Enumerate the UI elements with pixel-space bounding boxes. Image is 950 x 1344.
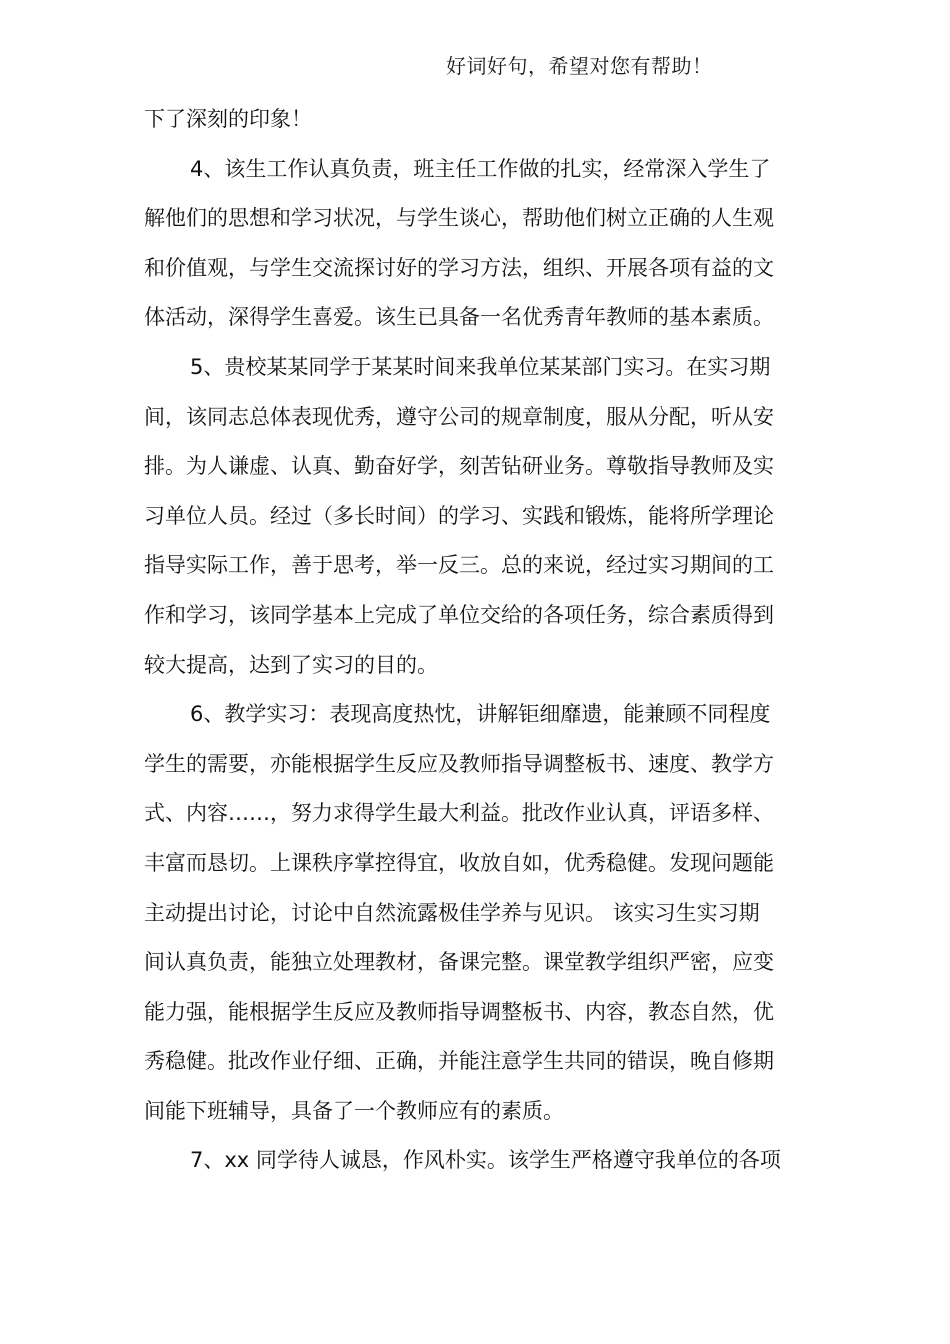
text-line: 和价值观，与学生交流探讨好的学习方法，组织、开展各项有益的文 bbox=[144, 255, 774, 280]
text-line: 学生的需要，亦能根据学生反应及教师指导调整板书、速度、教学方 bbox=[144, 751, 774, 776]
text-line: 间能下班辅导，具备了一个教师应有的素质。 bbox=[144, 1098, 564, 1123]
text-line: 秀稳健。批改作业仔细、正确，并能注意学生共同的错误，晚自修期 bbox=[144, 1049, 774, 1074]
text-line: 排。为人谦虚、认真、勤奋好学，刻苦钻研业务。尊敬指导教师及实 bbox=[144, 454, 774, 479]
text-line: 解他们的思想和学习状况，与学生谈心，帮助他们树立正确的人生观 bbox=[144, 206, 774, 231]
text-line: 体活动，深得学生喜爱。该生已具备一名优秀青年教师的基本素质。 bbox=[144, 305, 774, 330]
text-line: 作和学习，该同学基本上完成了单位交给的各项任务，综合素质得到 bbox=[144, 602, 774, 627]
text-line: 能力强，能根据学生反应及教师指导调整板书、内容，教态自然，优 bbox=[144, 999, 774, 1024]
text-line: 指导实际工作，善于思考，举一反三。总的来说，经过实习期间的工 bbox=[144, 553, 774, 578]
text-line: 下了深刻的印象！ bbox=[144, 107, 312, 131]
text-line: 间认真负责，能独立处理教材，备课完整。课堂教学组织严密，应变 bbox=[144, 950, 774, 975]
text-line: 6、教学实习：表现高度热忱，讲解钜细靡遗，能兼顾不同程度 bbox=[190, 702, 771, 727]
text-line: 丰富而恳切。上课秩序掌控得宜，收放自如，优秀稳健。发现问题能 bbox=[144, 850, 774, 875]
text-line: 较大提高，达到了实习的目的。 bbox=[144, 652, 438, 677]
text-line: 7、xx 同学待人诚恳，作风朴实。该学生严格遵守我单位的各项 bbox=[190, 1148, 781, 1173]
text-line: 式、内容……，努力求得学生最大利益。批改作业认真，评语多样、 bbox=[144, 801, 774, 826]
page-header: 好词好句，希望对您有帮助！ bbox=[446, 54, 713, 78]
document-body bbox=[144, 95, 820, 1186]
text-line: 5、贵校某某同学于某某时间来我单位某某部门实习。在实习期 bbox=[190, 354, 771, 379]
text-line: 4、该生工作认真负责，班主任工作做的扎实，经常深入学生了 bbox=[190, 156, 771, 181]
text-line: 主动提出讨论，讨论中自然流露极佳学养与见识。 该实习生实习期 bbox=[144, 900, 760, 925]
text-line: 习单位人员。经过（多长时间）的学习、实践和锻炼，能将所学理论 bbox=[144, 503, 774, 528]
text-line: 间，该同志总体表现优秀，遵守公司的规章制度，服从分配，听从安 bbox=[144, 404, 774, 429]
